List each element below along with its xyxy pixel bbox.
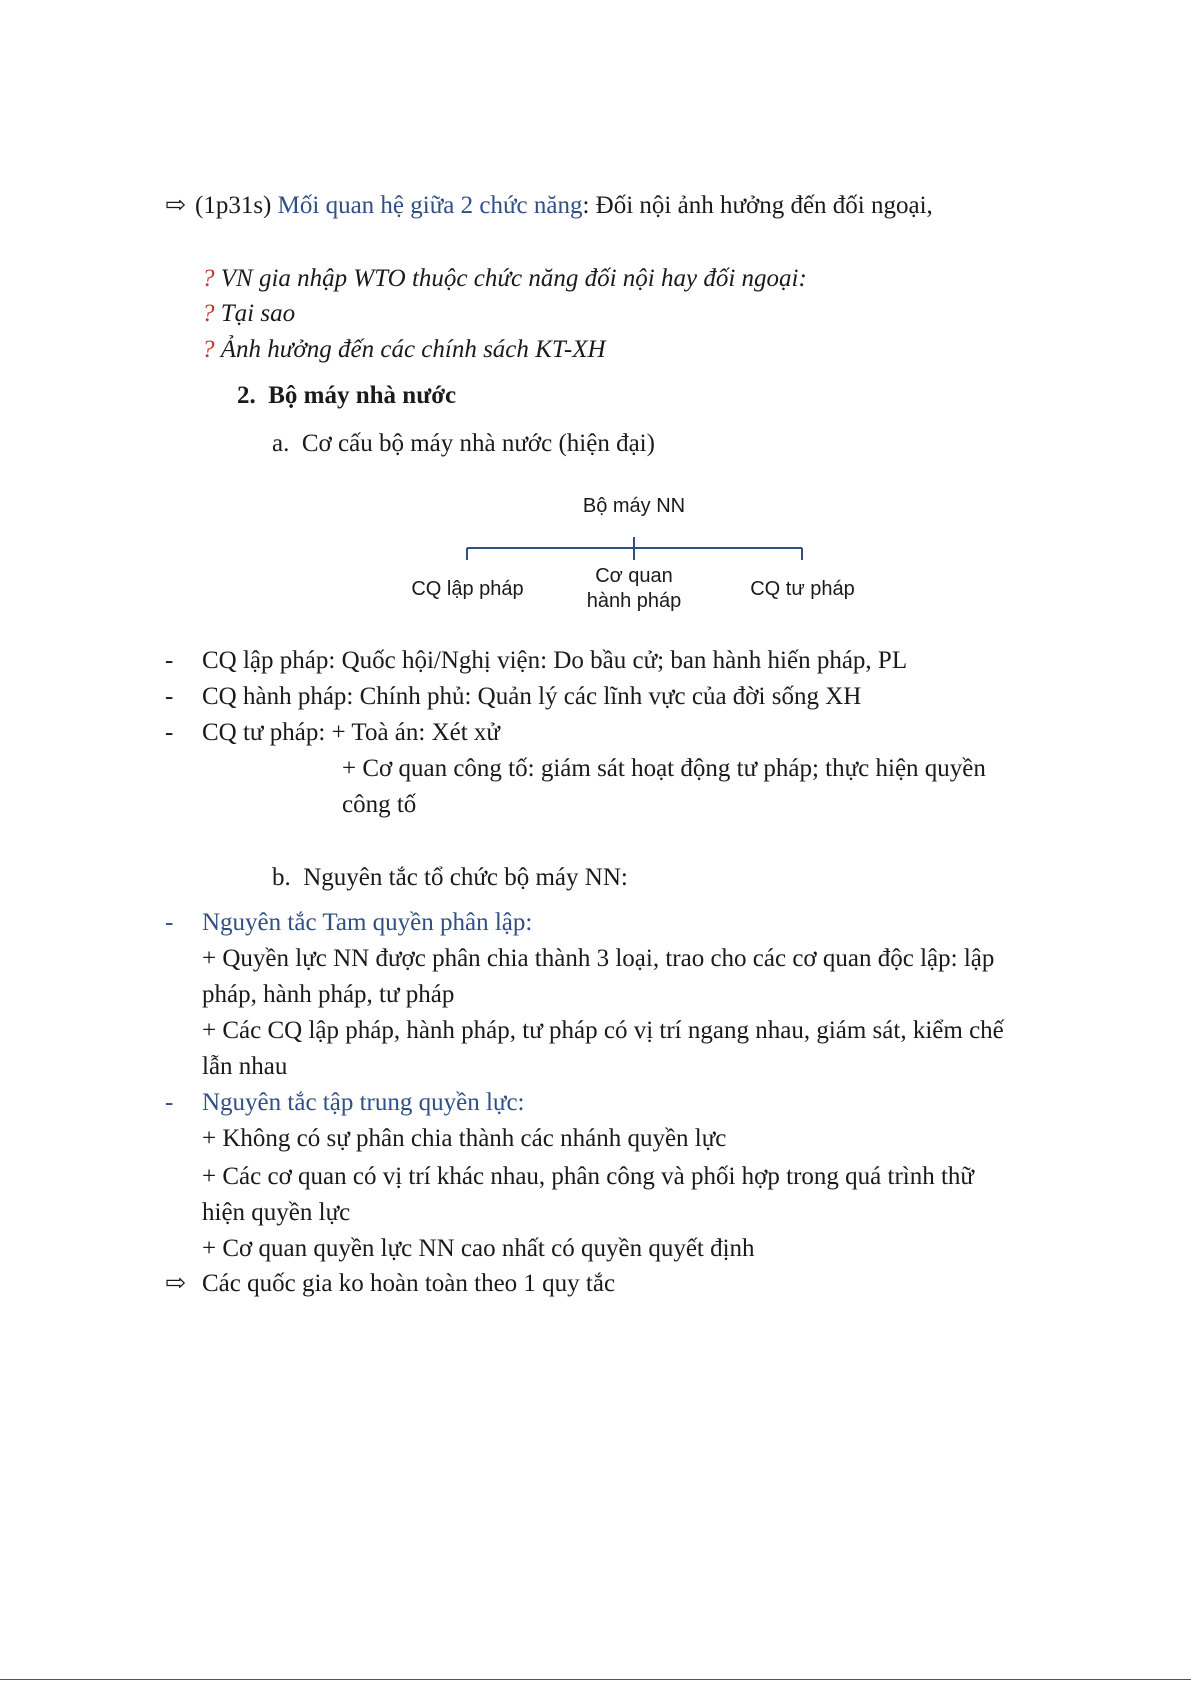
question-mark-icon: ? (202, 300, 215, 327)
subsection-title: Nguyên tắc tổ chức bộ máy NN: (303, 864, 628, 891)
principle-line: + Không có sự phân chia thành các nhánh quyền lực (202, 1125, 727, 1152)
diagram-node-legislative: CQ lập pháp (411, 578, 524, 600)
list-item-text: CQ hành pháp: Chính phủ: Quản lý các lĩnh vực của đời sống XH (202, 683, 862, 710)
principle-heading (165, 906, 532, 940)
question-text: VN gia nhập WTO thuộc chức năng đối nội hay đối ngoại: (214, 265, 807, 292)
section-number: 2. (237, 382, 256, 409)
subsection-heading (272, 861, 628, 895)
note-title: Mối quan hệ giữa 2 chức năng (277, 192, 583, 219)
note-prefix: (1p31s) (195, 192, 278, 219)
list-item-continuation: công tố (342, 791, 417, 818)
dash: - (165, 909, 174, 936)
list-item-text: CQ tư pháp: + Toà án: Xét xử (202, 719, 500, 746)
question-mark-icon: ? (202, 336, 215, 363)
principle-title: Nguyên tắc tập trung quyền lực: (202, 1089, 525, 1116)
principle-title: Nguyên tắc Tam quyền phân lập: (202, 909, 533, 936)
principle-line: hiện quyền lực (202, 1199, 351, 1226)
page-bottom-rule (0, 1679, 1191, 1680)
list-item (165, 644, 907, 678)
principle-line: + Các CQ lập pháp, hành pháp, tư pháp có vị trí ngang nhau, giám sát, kiểm chế (202, 1017, 1004, 1044)
dash: - (165, 1089, 174, 1116)
principle-line: + Quyền lực NN được phân chia thành 3 loại, trao cho các cơ quan độc lập: lập (202, 945, 995, 972)
subsection-title: Cơ cấu bộ máy nhà nước (hiện đại) (301, 430, 655, 457)
diagram-node-executive-line1: Cơ quan (595, 565, 673, 587)
subsection-letter: a. (272, 430, 290, 457)
principle-heading (165, 1086, 525, 1120)
note-rest: : Đối nội ảnh hưởng đến đối ngoại, (582, 192, 933, 219)
section-title: Bộ máy nhà nước (268, 382, 457, 409)
diagram-node-executive-line2: hành pháp (586, 590, 682, 612)
right-arrow-icon: ⇨ (165, 1270, 186, 1297)
diagram-node-judicial: CQ tư pháp (750, 578, 855, 600)
diagram-root: Bộ máy NN (582, 495, 686, 517)
conclusion (165, 1267, 615, 1301)
principle-line: + Cơ quan quyền lực NN cao nhất có quyền quyết định (202, 1235, 755, 1262)
list-item-text: CQ lập pháp: Quốc hội/Nghị viện: Do bầu cử; ban hành hiến pháp, PL (202, 647, 908, 674)
list-item (165, 716, 500, 750)
conclusion-text: Các quốc gia ko hoàn toàn theo 1 quy tắc (202, 1270, 616, 1297)
subsection-letter: b. (272, 864, 291, 891)
dash: - (165, 683, 174, 710)
question-mark-icon: ? (202, 265, 215, 292)
dash: - (165, 647, 174, 674)
list-item (165, 680, 861, 714)
question-text: Ảnh hưởng đến các chính sách KT-XH (214, 336, 606, 363)
list-item-continuation: + Cơ quan công tố: giám sát hoạt động tư pháp; thực hiện quyền (342, 755, 986, 782)
principle-line: + Các cơ quan có vị trí khác nhau, phân công và phối hợp trong quá trình thữ (202, 1163, 974, 1190)
principle-line: pháp, hành pháp, tư pháp (202, 981, 455, 1008)
right-arrow-icon: ⇨ (165, 192, 186, 219)
principle-line: lẫn nhau (202, 1053, 288, 1080)
dash: - (165, 719, 174, 746)
question-text: Tại sao (214, 300, 296, 327)
